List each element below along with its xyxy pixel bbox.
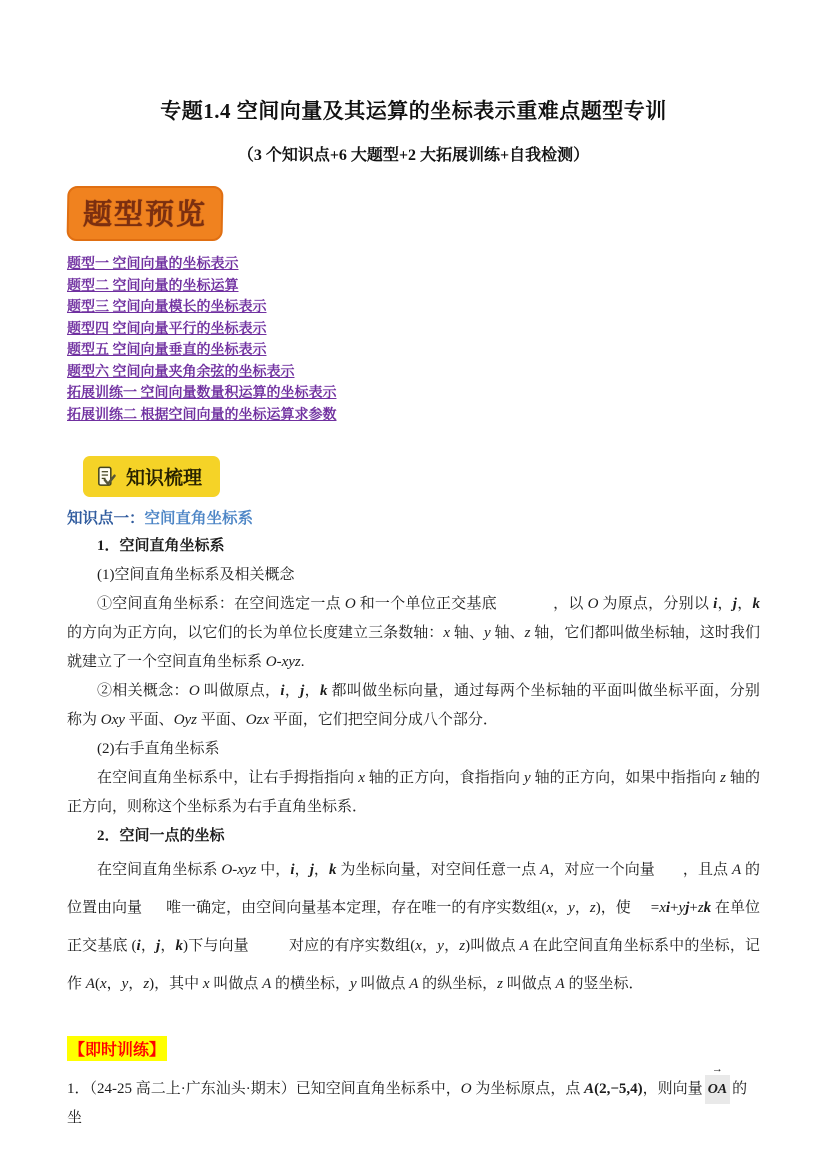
paragraph: (1)空间直角坐标系及相关概念	[97, 567, 295, 583]
toc-item	[67, 276, 760, 298]
toc-item	[67, 340, 760, 362]
question-type-preview-badge: 题型预览	[67, 186, 224, 241]
instant-training-badge: 【即时训练】	[67, 1036, 167, 1061]
subheading-point-coordinates: 2．空间一点的坐标	[97, 828, 225, 844]
problem-1: 1．（24-25 高二上·广东汕头·期末）已知空间直角坐标系中，O 为坐标原点，点 A(2,−5,4)，则向量 → OA 的坐	[67, 1063, 748, 1126]
toc-item	[67, 319, 760, 341]
toc-item	[67, 405, 760, 427]
question-type-toc	[67, 254, 760, 426]
knowledge-point-heading	[67, 506, 760, 528]
subheading-coordinate-system: 1．空间直角坐标系	[97, 538, 225, 554]
knowledge-point-prefix: 知识点一：	[67, 510, 145, 527]
toc-link-type-6[interactable]: 题型六 空间向量夹角余弦的坐标表示	[67, 364, 295, 380]
toc-link-extension-1[interactable]: 拓展训练一 空间向量数量积运算的坐标表示	[67, 386, 337, 401]
toc-link-type-2[interactable]: 题型二 空间向量的坐标运算	[67, 278, 239, 294]
paragraph: ②相关概念：O 叫做原点，i，j，k 都叫做坐标向量，通过每两个坐标轴的平面叫做坐标平面，分别称为 Oxy 平面、Oyz 平面、Ozx 平面，它们把空间分成八个部分．	[67, 683, 760, 728]
paragraph: 在空间直角坐标系 O-xyz 中，i，j，k 为坐标向量，对空间任意一点 A，对应一个向量 ，且点 A 的位置由向量 唯一确定，由空间向量基本定理，存在唯一的有序实数组(x，y，z)，使 =xi+yj+zk 在单位正交基底 (i，j，k)下与向量 对应的有序实数组(x，y，z)叫做点 A 在此空间直角坐标系中的坐标，记作 A(x，y，z)，其中 x 叫做点 A 的横坐标，y 叫做点 A 的纵坐标，z 叫做点 A 的竖坐标．	[67, 862, 760, 992]
toc-link-type-1[interactable]: 题型一 空间向量的坐标表示	[67, 257, 239, 272]
toc-item	[67, 297, 760, 319]
paragraph: (2)右手直角坐标系	[97, 741, 220, 757]
knowledge-review-badge	[83, 456, 220, 497]
toc-item	[67, 383, 760, 405]
toc-item	[67, 362, 760, 384]
toc-link-extension-2[interactable]: 拓展训练二 根据空间向量的坐标运算求参数	[67, 407, 337, 423]
toc-link-type-3[interactable]: 题型三 空间向量模长的坐标表示	[67, 300, 267, 315]
knowledge-body	[67, 532, 760, 1003]
paragraph: ①空间直角坐标系：在空间选定一点 O 和一个单位正交基底 ，以 O 为原点，分别以 i，j，k 的方向为正方向，以它们的长为单位长度建立三条数轴：x 轴、y 轴、z 轴，它们都叫做坐标轴，这时我们就建立了一个空间直角坐标系 O-xyz.	[67, 596, 760, 670]
document-check-icon	[95, 465, 118, 488]
knowledge-badge-label: 知识梳理	[126, 467, 203, 489]
knowledge-point-title: 空间直角坐标系	[144, 510, 254, 527]
page-title: 专题1.4 空间向量及其运算的坐标表示重难点题型专训	[160, 99, 667, 123]
toc-link-type-4[interactable]: 题型四 空间向量平行的坐标表示	[67, 321, 267, 337]
toc-link-type-5[interactable]: 题型五 空间向量垂直的坐标表示	[67, 343, 267, 358]
toc-item	[67, 254, 760, 276]
paragraph: 在空间直角坐标系中，让右手拇指指向 x 轴的正方向，食指指向 y 轴的正方向，如果中指指向 z 轴的正方向，则称这个坐标系为右手直角坐标系．	[67, 770, 760, 815]
page-subtitle: （3 个知识点+6 大题型+2 大拓展训练+自我检测）	[237, 147, 590, 164]
